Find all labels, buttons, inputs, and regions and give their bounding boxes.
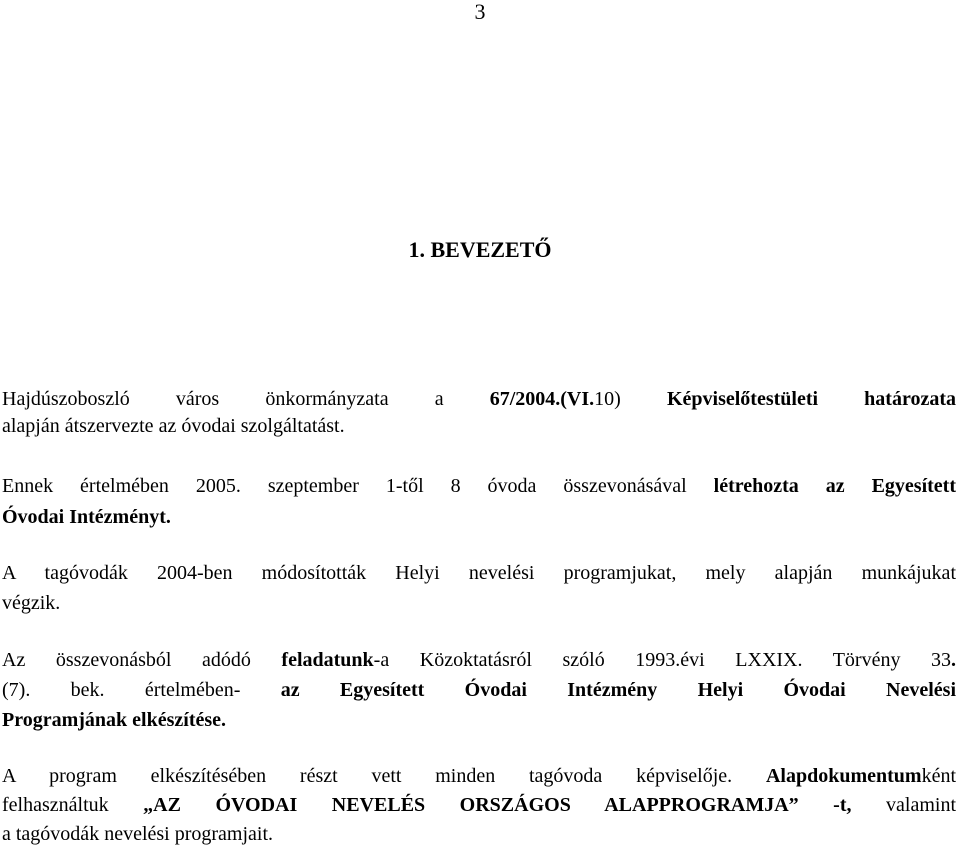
paragraph-3-line-1: A tagóvodák 2004-ben módosították Helyi nevelési programjukat, mely alapján munkájukat bbox=[2, 562, 956, 584]
paragraph-2-line-1: Ennek értelmében 2005. szeptember 1-től 8 óvoda összevonásával létrehozta az Egyesített bbox=[2, 475, 957, 497]
paragraph-3 bbox=[2, 558, 956, 618]
page-number: 3 bbox=[474, 0, 486, 24]
paragraph-5-line-3: a tagóvodák nevelési programjait. bbox=[2, 823, 274, 845]
paragraph-5-line-2: felhasználtuk „AZ ÓVODAI NEVELÉS ORSZÁGOS ALAPPROGRAMJA” -t, valamint bbox=[2, 794, 956, 816]
paragraph-5 bbox=[2, 762, 956, 849]
paragraph-4-line-1: Az összevonásból adódó feladatunk-a Közoktatásról szóló 1993.évi LXXIX. Törvény 33. bbox=[2, 649, 957, 671]
paragraph-1-line-2: alapján átszervezte az óvodai szolgáltatást. bbox=[2, 415, 345, 437]
paragraph-5-line-1: A program elkészítésében részt vett minden tagóvoda képviselője. Alapdokumentumként bbox=[2, 765, 956, 787]
paragraph-1-line-1: Hajdúszoboszló város önkormányzata a 67/2004.(VI.10) Képviselőtestületi határozata bbox=[2, 388, 956, 410]
paragraph-3-line-2: végzik. bbox=[2, 592, 61, 614]
paragraph-1 bbox=[2, 386, 956, 440]
paragraph-2 bbox=[2, 471, 956, 533]
paragraph-4-line-2: (7). bek. értelmében- az Egyesített Óvodai Intézmény Helyi Óvodai Nevelési bbox=[2, 679, 957, 701]
paragraph-4-line-3: Programjának elkészítése. bbox=[2, 709, 227, 731]
paragraph-2-line-2: Óvodai Intézményt. bbox=[2, 506, 171, 528]
paragraph-4 bbox=[2, 645, 956, 735]
section-heading: 1. BEVEZETŐ bbox=[408, 237, 552, 262]
